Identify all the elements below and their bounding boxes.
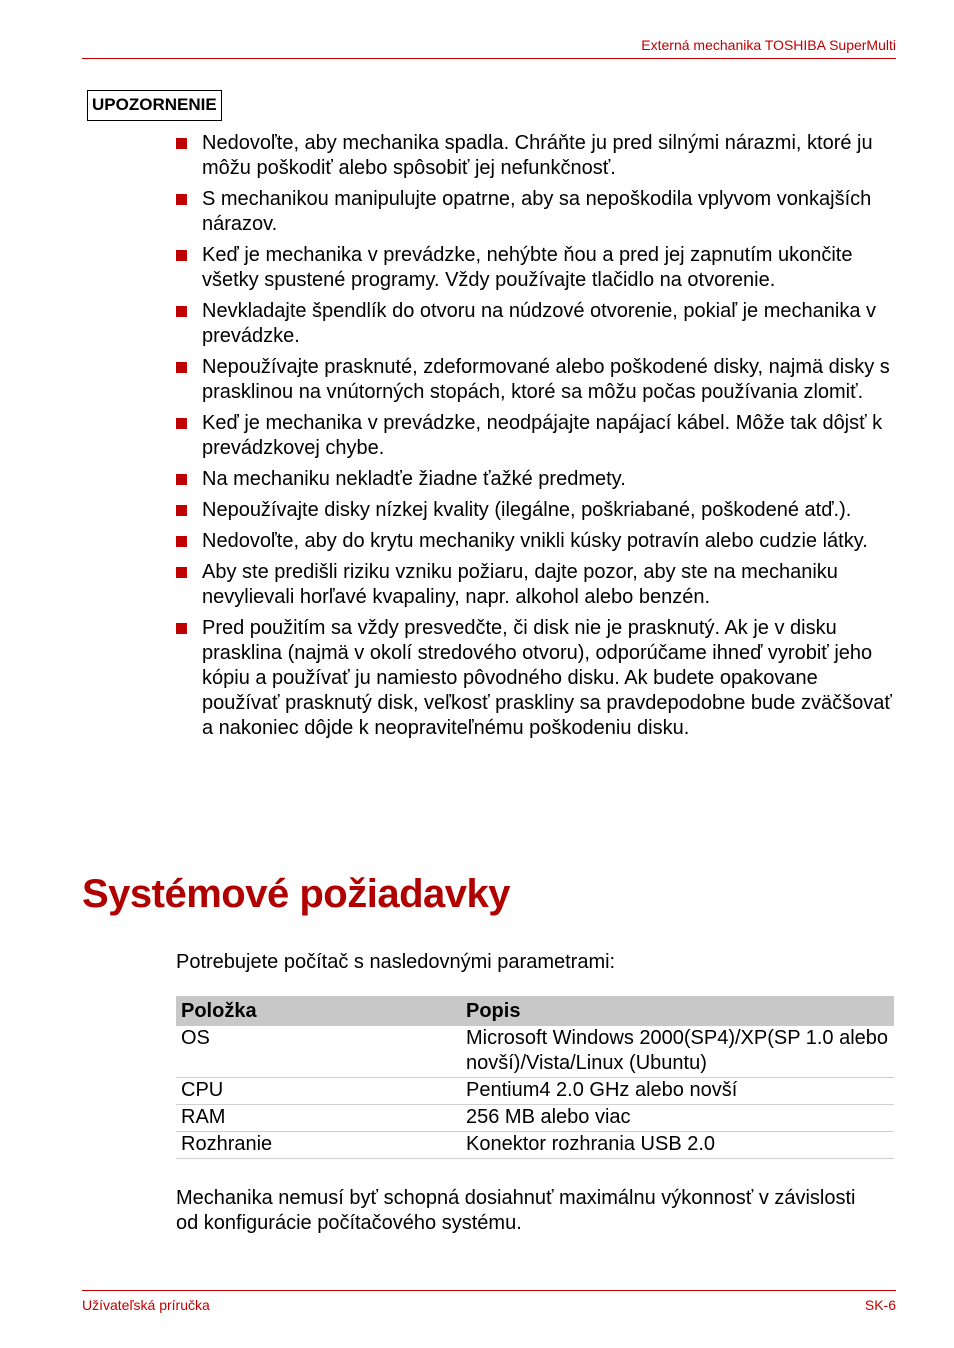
performance-note: Mechanika nemusí byť schopná dosiahnuť maximálnu výkonnosť v závislosti od konfigurácie počítačového systému. bbox=[176, 1187, 856, 1234]
requirements-table bbox=[176, 996, 894, 1159]
column-header-description: Popis bbox=[461, 996, 894, 1026]
table-row bbox=[176, 1105, 894, 1132]
bullet-square-icon bbox=[176, 306, 187, 317]
bullet-square-icon bbox=[176, 250, 187, 261]
caution-item-text: Keď je mechanika v prevádzke, neodpájajte napájací kábel. Môže tak dôjsť k prevádzkovej chybe. bbox=[202, 412, 883, 459]
caution-item-text: Nedovoľte, aby do krytu mechaniky vnikli kúsky potravín alebo cudzie látky. bbox=[202, 530, 868, 552]
caution-item-text: S mechanikou manipulujte opatrne, aby sa nepoškodila vplyvom vonkajších nárazov. bbox=[202, 188, 872, 235]
caution-item bbox=[176, 299, 896, 349]
running-header: Externá mechanika TOSHIBA SuperMulti bbox=[641, 37, 896, 53]
caution-item-text: Na mechaniku nekladťe žiadne ťažké predmety. bbox=[202, 468, 626, 490]
bullet-square-icon bbox=[176, 138, 187, 149]
caution-item bbox=[176, 560, 896, 610]
column-header-item: Položka bbox=[176, 996, 461, 1026]
table-cell-description: Konektor rozhrania USB 2.0 bbox=[461, 1132, 894, 1159]
table-cell-description: Microsoft Windows 2000(SP4)/XP(SP 1.0 alebo novší)/Vista/Linux (Ubuntu) bbox=[461, 1026, 894, 1078]
table-row bbox=[176, 1026, 894, 1078]
table-cell-item: Rozhranie bbox=[176, 1132, 461, 1159]
caution-item bbox=[176, 187, 896, 237]
caution-item bbox=[176, 355, 896, 405]
bullet-square-icon bbox=[176, 505, 187, 516]
footer-divider bbox=[82, 1290, 896, 1291]
table-header-row bbox=[176, 996, 894, 1026]
header-divider bbox=[82, 58, 896, 59]
table-row bbox=[176, 1132, 894, 1159]
caution-item bbox=[176, 131, 896, 181]
caution-label: UPOZORNENIE bbox=[87, 90, 222, 121]
caution-item bbox=[176, 467, 896, 492]
table-cell-item: CPU bbox=[176, 1078, 461, 1105]
caution-item-text: Pred použitím sa vždy presvedčte, či disk nie je prasknutý. Ak je v disku prasklina (najmä v okolí stredového otvoru), odporúčame ihneď vyrobiť jeho kópiu a používať ju namiesto pôvodného disku. Ak budete opakovane používať prasknutý disk, veľkosť praskliny sa pravdepodobne bude zväčšovať a nakoniec dôjde k neopraviteľnému poškodeniu disku. bbox=[202, 617, 892, 739]
caution-list bbox=[176, 131, 896, 747]
bullet-square-icon bbox=[176, 418, 187, 429]
caution-item-text: Nepoužívajte prasknuté, zdeformované alebo poškodené disky, najmä disky s prasklinou na vnútorných stopách, ktoré sa môžu počas používania zlomiť. bbox=[202, 356, 890, 403]
bullet-square-icon bbox=[176, 567, 187, 578]
page-number: SK-6 bbox=[864, 1297, 896, 1313]
footer-manual-title: Užívateľská príručka bbox=[82, 1297, 210, 1313]
table-row bbox=[176, 1078, 894, 1105]
caution-item bbox=[176, 411, 896, 461]
bullet-square-icon bbox=[176, 536, 187, 547]
section-heading: Systémové požiadavky bbox=[82, 872, 510, 916]
caution-item-text: Nevkladajte špendlík do otvoru na núdzové otvorenie, pokiaľ je mechanika v prevádzke. bbox=[202, 300, 877, 347]
caution-item bbox=[176, 616, 896, 741]
bullet-square-icon bbox=[176, 362, 187, 373]
caution-item-text: Keď je mechanika v prevádzke, nehýbte ňou a pred jej zapnutím ukončite všetky spustené programy. Vždy používajte tlačidlo na otvorenie. bbox=[202, 244, 853, 291]
table-cell-description: 256 MB alebo viac bbox=[461, 1105, 894, 1132]
table-cell-description: Pentium4 2.0 GHz alebo novší bbox=[461, 1078, 894, 1105]
caution-item-text: Aby ste predišli riziku vzniku požiaru, dajte pozor, aby ste na mechaniku nevylievali horľavé kvapaliny, napr. alkohol alebo benzén. bbox=[202, 561, 838, 608]
table-cell-item: OS bbox=[176, 1026, 461, 1078]
caution-item bbox=[176, 243, 896, 293]
caution-item-text: Nedovoľte, aby mechanika spadla. Chráňte ju pred silnými nárazmi, ktoré ju môžu poškodiť alebo spôsobiť jej nefunkčnosť. bbox=[202, 132, 873, 179]
caution-item bbox=[176, 498, 896, 523]
intro-text: Potrebujete počítač s nasledovnými parametrami: bbox=[176, 951, 616, 973]
caution-item-text: Nepoužívajte disky nízkej kvality (ilegálne, poškriabané, poškodené atď.). bbox=[202, 499, 852, 521]
bullet-square-icon bbox=[176, 623, 187, 634]
bullet-square-icon bbox=[176, 194, 187, 205]
bullet-square-icon bbox=[176, 474, 187, 485]
caution-item bbox=[176, 529, 896, 554]
table-cell-item: RAM bbox=[176, 1105, 461, 1132]
